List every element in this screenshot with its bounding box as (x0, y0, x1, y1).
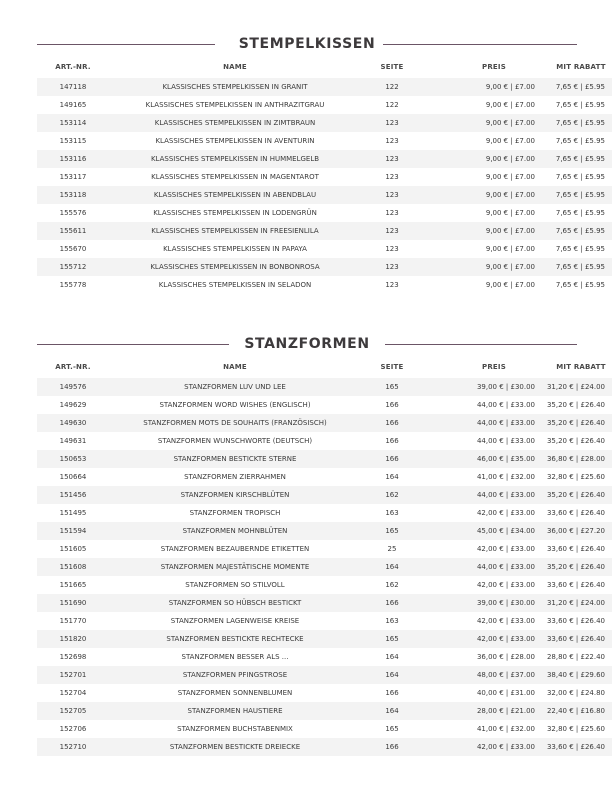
seite-cell: 164 (361, 558, 423, 576)
mit-rabatt-cell: 35,20 € | £26.40 (535, 414, 612, 432)
preis-cell: 44,00 € | £33.00 (423, 486, 535, 504)
name-cell: KLASSISCHES STEMPELKISSEN IN GRANIT (109, 78, 361, 96)
table-row (37, 432, 612, 450)
section-title: STEMPELKISSEN (238, 36, 376, 52)
table-row (37, 450, 612, 468)
mit-rabatt-cell: 7,65 € | £5.95 (535, 186, 612, 204)
mit-rabatt-cell: 33,60 € | £26.40 (535, 630, 612, 648)
name-cell: STANZFORMEN BESTICKTE STERNE (109, 450, 361, 468)
preis-cell: 42,00 € | £33.00 (476, 509, 535, 517)
name-cell: STANZFORMEN BESTICKTE DREIECKE (109, 738, 361, 756)
column-header-seite: SEITE (380, 363, 404, 371)
column-header-art-nr: ART.-NR. (55, 63, 91, 71)
section-title: STANZFORMEN (244, 336, 370, 352)
table-row (37, 150, 612, 168)
column-header-name: NAME (223, 63, 247, 71)
preis-cell: 9,00 € | £7.00 (485, 101, 535, 109)
table-header-row (37, 356, 612, 378)
table-row (37, 486, 612, 504)
mit-rabatt-cell: 7,65 € | £5.95 (555, 101, 605, 109)
art-nr-cell: 153116 (37, 150, 109, 168)
column-header-name: NAME (223, 363, 247, 371)
art-nr-cell: 151608 (37, 558, 109, 576)
preis-cell: 41,00 € | £32.00 (476, 473, 535, 481)
preis-cell: 44,00 € | £33.00 (476, 437, 535, 445)
seite-cell: 166 (361, 414, 423, 432)
column-header-seite: SEITE (380, 63, 404, 71)
art-nr-cell: 150664 (59, 473, 87, 481)
stempelkissen-section (37, 34, 606, 294)
preis-cell: 9,00 € | £7.00 (423, 222, 535, 240)
mit-rabatt-cell: 32,80 € | £25.60 (546, 725, 605, 733)
seite-cell: 166 (385, 437, 399, 445)
seite-cell: 165 (361, 378, 423, 396)
art-nr-cell: 149629 (59, 401, 87, 409)
preis-cell: 42,00 € | £33.00 (423, 738, 535, 756)
table-row (37, 558, 612, 576)
table-row (37, 186, 612, 204)
table-row (37, 396, 612, 414)
art-nr-cell: 152701 (37, 666, 109, 684)
preis-cell: 9,00 € | £7.00 (485, 173, 535, 181)
column-header-preis: PREIS (482, 63, 506, 71)
preis-cell: 9,00 € | £7.00 (485, 281, 535, 289)
section-heading (37, 334, 577, 356)
name-cell: STANZFORMEN SONNENBLUMEN (177, 689, 293, 697)
art-nr-cell: 151690 (37, 594, 109, 612)
preis-cell: 46,00 € | £35.00 (423, 450, 535, 468)
column-header-mit-rabatt: MIT RABATT (556, 63, 606, 71)
name-cell: STANZFORMEN MAJESTÄTISCHE MOMENTE (109, 558, 361, 576)
seite-cell: 123 (361, 186, 423, 204)
art-nr-cell: 151495 (59, 509, 87, 517)
mit-rabatt-cell: 32,00 € | £24.80 (546, 689, 605, 697)
art-nr-cell: 150653 (37, 450, 109, 468)
seite-cell: 122 (361, 78, 423, 96)
seite-cell: 164 (361, 666, 423, 684)
preis-cell: 9,00 € | £7.00 (485, 209, 535, 217)
mit-rabatt-cell: 36,00 € | £27.20 (535, 522, 612, 540)
art-nr-cell: 151605 (59, 545, 87, 553)
art-nr-cell: 152698 (59, 653, 87, 661)
art-nr-cell: 153118 (37, 186, 109, 204)
table-row (37, 96, 612, 114)
table-row (37, 738, 612, 756)
mit-rabatt-cell: 7,65 € | £5.95 (555, 173, 605, 181)
name-cell: STANZFORMEN TROPISCH (189, 509, 281, 517)
art-nr-cell: 151820 (37, 630, 109, 648)
preis-cell: 9,00 € | £7.00 (485, 137, 535, 145)
name-cell: KLASSISCHES STEMPELKISSEN IN BONBONROSA (109, 258, 361, 276)
name-cell: STANZFORMEN BEZAUBERNDE ETIKETTEN (160, 545, 310, 553)
seite-cell: 165 (361, 630, 423, 648)
mit-rabatt-cell: 33,60 € | £26.40 (546, 509, 605, 517)
table-row (37, 468, 612, 486)
name-cell: STANZFORMEN BESTICKTE RECHTECKE (109, 630, 361, 648)
seite-cell: 123 (361, 114, 423, 132)
table-row (37, 222, 612, 240)
name-cell: KLASSISCHES STEMPELKISSEN IN FREESIENLILA (109, 222, 361, 240)
table-row (37, 276, 612, 294)
mit-rabatt-cell: 22,40 € | £16.80 (535, 702, 612, 720)
mit-rabatt-cell: 33,60 € | £26.40 (546, 545, 605, 553)
mit-rabatt-cell: 7,65 € | £5.95 (555, 209, 605, 217)
table-row (37, 594, 612, 612)
name-cell: STANZFORMEN HAUSTIERE (109, 702, 361, 720)
seite-cell: 25 (387, 545, 397, 553)
art-nr-cell: 151456 (37, 486, 109, 504)
seite-cell: 166 (361, 594, 423, 612)
mit-rabatt-cell: 32,80 € | £25.60 (546, 473, 605, 481)
art-nr-cell: 152706 (59, 725, 87, 733)
art-nr-cell: 149631 (59, 437, 87, 445)
name-cell: STANZFORMEN MOHNBLÜTEN (109, 522, 361, 540)
name-cell: KLASSISCHES STEMPELKISSEN IN ZIMTBRAUN (109, 114, 361, 132)
seite-cell: 123 (361, 222, 423, 240)
table-row (37, 168, 612, 186)
mit-rabatt-cell: 7,65 € | £5.95 (535, 258, 612, 276)
price-table (37, 56, 612, 294)
mit-rabatt-cell: 35,20 € | £26.40 (546, 437, 605, 445)
seite-cell: 166 (361, 450, 423, 468)
seite-cell: 164 (385, 653, 399, 661)
preis-cell: 42,00 € | £33.00 (476, 581, 535, 589)
art-nr-cell: 153117 (59, 173, 87, 181)
seite-cell: 166 (385, 401, 399, 409)
seite-cell: 165 (385, 725, 399, 733)
art-nr-cell: 153114 (37, 114, 109, 132)
table-row (37, 240, 612, 258)
mit-rabatt-cell: 28,80 € | £22.40 (546, 653, 605, 661)
preis-cell: 41,00 € | £32.00 (476, 725, 535, 733)
seite-cell: 123 (385, 245, 399, 253)
name-cell: KLASSISCHES STEMPELKISSEN IN SELADON (158, 281, 312, 289)
name-cell: STANZFORMEN SO HÜBSCH BESTICKT (109, 594, 361, 612)
table-row (37, 78, 612, 96)
preis-cell: 42,00 € | £33.00 (476, 545, 535, 553)
preis-cell: 44,00 € | £33.00 (423, 558, 535, 576)
name-cell: KLASSISCHES STEMPELKISSEN IN AVENTURIN (155, 137, 315, 145)
mit-rabatt-cell: 7,65 € | £5.95 (555, 281, 605, 289)
seite-cell: 165 (361, 522, 423, 540)
table-row (37, 702, 612, 720)
column-header-mit-rabatt: MIT RABATT (556, 363, 606, 371)
preis-cell: 40,00 € | £31.00 (476, 689, 535, 697)
seite-cell: 164 (361, 702, 423, 720)
section-heading (37, 34, 577, 56)
mit-rabatt-cell: 7,65 € | £5.95 (535, 222, 612, 240)
table-row (37, 504, 612, 522)
name-cell: STANZFORMEN LUV UND LEE (109, 378, 361, 396)
name-cell: KLASSISCHES STEMPELKISSEN IN MAGENTAROT (151, 173, 319, 181)
preis-cell: 42,00 € | £33.00 (423, 630, 535, 648)
art-nr-cell: 149630 (37, 414, 109, 432)
table-row (37, 204, 612, 222)
table-row (37, 114, 612, 132)
table-row (37, 414, 612, 432)
art-nr-cell: 149576 (37, 378, 109, 396)
seite-cell: 164 (385, 473, 399, 481)
art-nr-cell: 153115 (59, 137, 87, 145)
preis-cell: 9,00 € | £7.00 (485, 245, 535, 253)
art-nr-cell: 151594 (37, 522, 109, 540)
name-cell: STANZFORMEN WORD WISHES (ENGLISCH) (159, 401, 311, 409)
name-cell: STANZFORMEN MOTS DE SOUHAITS (FRANZÖSISCH) (109, 414, 361, 432)
table-row (37, 132, 612, 150)
name-cell: STANZFORMEN BUCHSTABENMIX (177, 725, 293, 733)
table-row (37, 576, 612, 594)
preis-cell: 36,00 € | £28.00 (476, 653, 535, 661)
mit-rabatt-cell: 7,65 € | £5.95 (535, 150, 612, 168)
art-nr-cell: 155611 (37, 222, 109, 240)
name-cell: STANZFORMEN ZIERRAHMEN (184, 473, 286, 481)
preis-cell: 42,00 € | £33.00 (476, 617, 535, 625)
table-header-row (37, 56, 612, 78)
seite-cell: 166 (361, 738, 423, 756)
preis-cell: 45,00 € | £34.00 (423, 522, 535, 540)
price-table (37, 356, 612, 756)
mit-rabatt-cell: 31,20 € | £24.00 (535, 594, 612, 612)
seite-cell: 123 (385, 281, 399, 289)
preis-cell: 9,00 € | £7.00 (423, 150, 535, 168)
seite-cell: 122 (385, 101, 399, 109)
art-nr-cell: 155670 (59, 245, 87, 253)
name-cell: STANZFORMEN LAGENWEISE KREISE (170, 617, 300, 625)
mit-rabatt-cell: 33,60 € | £26.40 (535, 738, 612, 756)
preis-cell: 9,00 € | £7.00 (423, 186, 535, 204)
table-row (37, 378, 612, 396)
seite-cell: 123 (385, 137, 399, 145)
table-row (37, 666, 612, 684)
preis-cell: 39,00 € | £30.00 (423, 594, 535, 612)
name-cell: STANZFORMEN PFINGSTROSE (109, 666, 361, 684)
art-nr-cell: 155712 (37, 258, 109, 276)
stanzformen-section (37, 334, 606, 756)
mit-rabatt-cell: 31,20 € | £24.00 (535, 378, 612, 396)
name-cell: KLASSISCHES STEMPELKISSEN IN PAPAYA (163, 245, 307, 253)
name-cell: KLASSISCHES STEMPELKISSEN IN ABENDBLAU (109, 186, 361, 204)
art-nr-cell: 152705 (37, 702, 109, 720)
preis-cell: 39,00 € | £30.00 (423, 378, 535, 396)
mit-rabatt-cell: 7,65 € | £5.95 (535, 78, 612, 96)
art-nr-cell: 155778 (59, 281, 87, 289)
name-cell: KLASSISCHES STEMPELKISSEN IN HUMMELGELB (109, 150, 361, 168)
name-cell: KLASSISCHES STEMPELKISSEN IN ANTHRAZITGRAU (145, 101, 325, 109)
seite-cell: 123 (361, 150, 423, 168)
mit-rabatt-cell: 35,20 € | £26.40 (546, 401, 605, 409)
mit-rabatt-cell: 33,60 € | £26.40 (546, 581, 605, 589)
preis-cell: 44,00 € | £33.00 (423, 414, 535, 432)
table-row (37, 612, 612, 630)
seite-cell: 123 (385, 209, 399, 217)
art-nr-cell: 151770 (59, 617, 87, 625)
table-row (37, 720, 612, 738)
mit-rabatt-cell: 7,65 € | £5.95 (555, 245, 605, 253)
name-cell: KLASSISCHES STEMPELKISSEN IN LODENGRÜN (153, 209, 317, 217)
seite-cell: 123 (385, 173, 399, 181)
mit-rabatt-cell: 36,80 € | £28.00 (535, 450, 612, 468)
table-row (37, 630, 612, 648)
seite-cell: 163 (385, 509, 399, 517)
mit-rabatt-cell: 35,20 € | £26.40 (535, 486, 612, 504)
preis-cell: 9,00 € | £7.00 (423, 114, 535, 132)
seite-cell: 123 (361, 258, 423, 276)
preis-cell: 28,00 € | £21.00 (423, 702, 535, 720)
mit-rabatt-cell: 38,40 € | £29.60 (535, 666, 612, 684)
seite-cell: 163 (385, 617, 399, 625)
art-nr-cell: 152710 (37, 738, 109, 756)
table-row (37, 540, 612, 558)
art-nr-cell: 151665 (59, 581, 87, 589)
table-row (37, 684, 612, 702)
preis-cell: 48,00 € | £37.00 (423, 666, 535, 684)
art-nr-cell: 152704 (59, 689, 87, 697)
table-row (37, 258, 612, 276)
mit-rabatt-cell: 35,20 € | £26.40 (535, 558, 612, 576)
art-nr-cell: 149165 (59, 101, 87, 109)
preis-cell: 9,00 € | £7.00 (423, 78, 535, 96)
mit-rabatt-cell: 7,65 € | £5.95 (555, 137, 605, 145)
seite-cell: 162 (385, 581, 399, 589)
column-header-preis: PREIS (482, 363, 506, 371)
preis-cell: 9,00 € | £7.00 (423, 258, 535, 276)
seite-cell: 166 (385, 689, 399, 697)
name-cell: STANZFORMEN SO STILVOLL (185, 581, 285, 589)
preis-cell: 44,00 € | £33.00 (476, 401, 535, 409)
mit-rabatt-cell: 7,65 € | £5.95 (535, 114, 612, 132)
name-cell: STANZFORMEN WUNSCHWORTE (DEUTSCH) (157, 437, 313, 445)
mit-rabatt-cell: 33,60 € | £26.40 (546, 617, 605, 625)
table-row (37, 522, 612, 540)
name-cell: STANZFORMEN KIRSCHBLÜTEN (109, 486, 361, 504)
name-cell: STANZFORMEN BESSER ALS ... (181, 653, 289, 661)
art-nr-cell: 155576 (59, 209, 87, 217)
table-row (37, 648, 612, 666)
column-header-art-nr: ART.-NR. (55, 363, 91, 371)
art-nr-cell: 147118 (37, 78, 109, 96)
seite-cell: 162 (361, 486, 423, 504)
